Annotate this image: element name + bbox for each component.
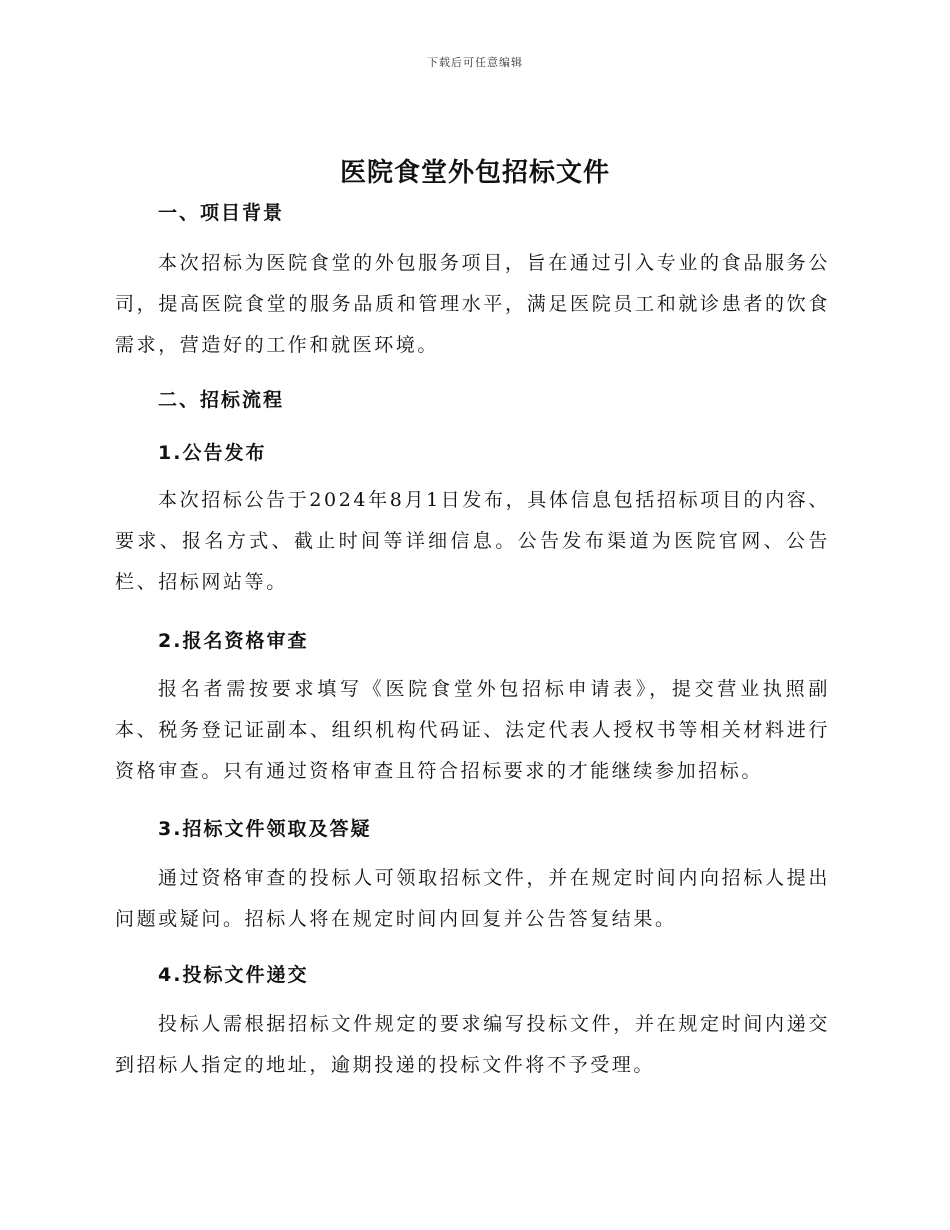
- subsection-heading-announcement: 1.公告发布: [158, 442, 267, 464]
- subsection-paragraph-tender-docs: 通过资格审查的投标人可领取招标文件，并在规定时间内向招标人提出问题或疑问。招标人将在规定时间内回复并公告答复结果。: [115, 867, 830, 930]
- document-title: 医院食堂外包招标文件: [339, 158, 610, 188]
- page-header: 下载后可任意编辑: [427, 56, 523, 69]
- subsection-heading-bid-submission: 4.投标文件递交: [158, 964, 309, 986]
- section-paragraph-background: 本次招标为医院食堂的外包服务项目，旨在通过引入专业的食品服务公司，提高医院食堂的服务品质和管理水平，满足医院员工和就诊患者的饮食需求，营造好的工作和就医环境。: [115, 252, 830, 356]
- section-heading-background: 一、项目背景: [158, 202, 285, 224]
- section-heading-process: 二、招标流程: [158, 389, 285, 411]
- subsection-heading-qualification: 2.报名资格审查: [158, 630, 309, 652]
- subsection-paragraph-announcement: 本次招标公告于2024年8月1日发布，具体信息包括招标项目的内容、要求、报名方式、截止时间等详细信息。公告发布渠道为医院官网、公告栏、招标网站等。: [115, 489, 830, 593]
- subsection-paragraph-bid-submission: 投标人需根据招标文件规定的要求编写投标文件，并在规定时间内递交到招标人指定的地址，逾期投递的投标文件将不予受理。: [115, 1013, 830, 1076]
- subsection-paragraph-qualification: 报名者需按要求填写《医院食堂外包招标申请表》，提交营业执照副本、税务登记证副本、组织机构代码证、法定代表人授权书等相关材料进行资格审查。只有通过资格审查且符合招标要求的才能继续参加招标。: [115, 678, 830, 782]
- subsection-heading-tender-docs: 3.招标文件领取及答疑: [158, 818, 372, 840]
